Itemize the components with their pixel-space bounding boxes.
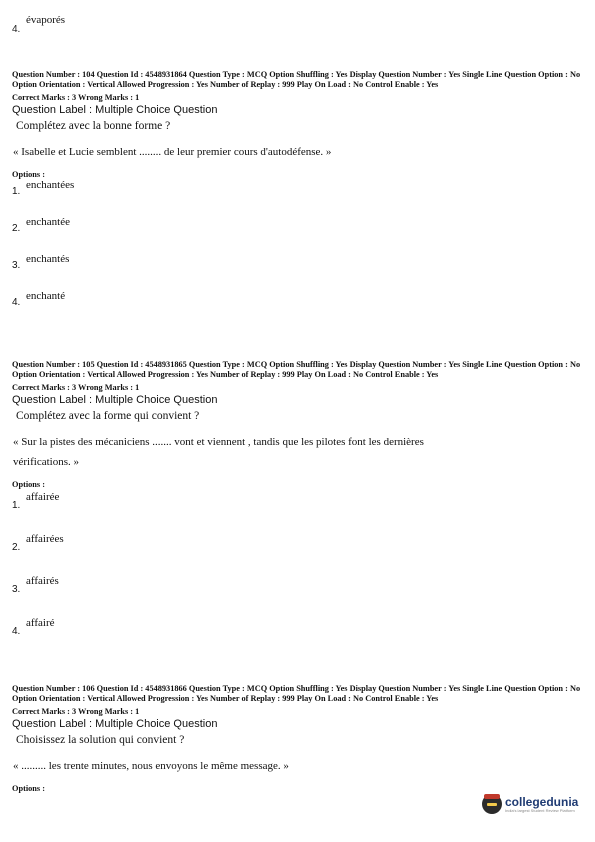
option-item[interactable] [12, 615, 587, 657]
option-number: 2. [12, 223, 21, 235]
option-item[interactable] [12, 573, 587, 615]
option-text: évaporés [26, 14, 66, 26]
question-sentence: « ......... les trente minutes, nous envoyons le même message. » [13, 760, 289, 773]
logo-name: collegedunia [505, 794, 579, 809]
question-marks: Correct Marks : 3 Wrong Marks : 1 [12, 383, 140, 393]
question-meta: Question Number : 104 Question Id : 4548931864 Question Type : MCQ Option Shuffling : Yes Display Question Number : Yes Single Line Question Option : No Option Orientation : Vertical Allowed Progression : Yes Number of Replay : 999 Play On Load : No Control Enable : Yes [12, 70, 581, 89]
question-block-104 [12, 70, 587, 327]
option-item[interactable] [12, 179, 587, 216]
question-instruction: Complétez avec la forme qui convient ? [16, 410, 200, 423]
question-label: Question Label : Multiple Choice Question [12, 718, 218, 731]
options-heading: Options : [12, 480, 45, 490]
option-item[interactable] [12, 216, 587, 253]
question-meta: Question Number : 105 Question Id : 4548931865 Question Type : MCQ Option Shuffling : Yes Display Question Number : Yes Single Line Question Option : No Option Orientation : Vertical Allowed Progression : Yes Number of Replay : 999 Play On Load : No Control Enable : Yes [12, 360, 581, 379]
option-number: 1. [12, 500, 21, 512]
logo-tagline: India's largest Student Review Platform [505, 807, 575, 813]
option-item[interactable] [12, 290, 587, 327]
options-heading: Options : [12, 784, 45, 794]
question-label: Question Label : Multiple Choice Question [12, 104, 218, 117]
question-marks: Correct Marks : 3 Wrong Marks : 1 [12, 707, 140, 717]
option-item[interactable] [12, 489, 587, 531]
options-heading: Options : [12, 170, 45, 180]
option-text: affairé [26, 617, 55, 630]
question-marks: Correct Marks : 3 Wrong Marks : 1 [12, 93, 140, 103]
option-text: affairée [26, 491, 60, 504]
option-number: 3. [12, 584, 21, 596]
graduate-icon [482, 794, 502, 814]
option-number: 2. [12, 542, 21, 554]
options-list [12, 489, 587, 657]
question-meta: Question Number : 106 Question Id : 4548931866 Question Type : MCQ Option Shuffling : Yes Display Question Number : Yes Single Line Question Option : No Option Orientation : Vertical Allowed Progression : Yes Number of Replay : 999 Play On Load : No Control Enable : Yes [12, 684, 581, 703]
question-sentence: « Sur la pistes des mécaniciens ....... vont et viennent , tandis que les pilotes font les dernières vérifications. » [13, 436, 424, 469]
option-number: 3. [12, 260, 21, 272]
option-text: affairées [26, 533, 64, 546]
option-text: enchantées [26, 179, 75, 192]
question-instruction: Complétez avec la bonne forme ? [16, 120, 171, 133]
options-list [12, 179, 587, 327]
option-text: enchantée [26, 216, 70, 229]
question-label: Question Label : Multiple Choice Question [12, 394, 218, 407]
option-text: enchantés [26, 253, 70, 266]
option-number: 4. [12, 626, 21, 638]
collegedunia-logo [482, 790, 578, 818]
option-item[interactable] [12, 253, 587, 290]
question-block-105 [12, 360, 587, 657]
question-sentence: « Isabelle et Lucie semblent ........ de leur premier cours d'autodéfense. » [13, 146, 332, 159]
option-text: affairés [26, 575, 59, 588]
question-instruction: Choisissez la solution qui convient ? [16, 734, 185, 747]
option-number: 4. [12, 297, 21, 309]
question-block-106 [12, 684, 587, 793]
option-number: 4. [12, 24, 21, 35]
option-number: 1. [12, 186, 21, 198]
option-text: enchanté [26, 290, 66, 303]
option-item[interactable] [12, 531, 587, 573]
